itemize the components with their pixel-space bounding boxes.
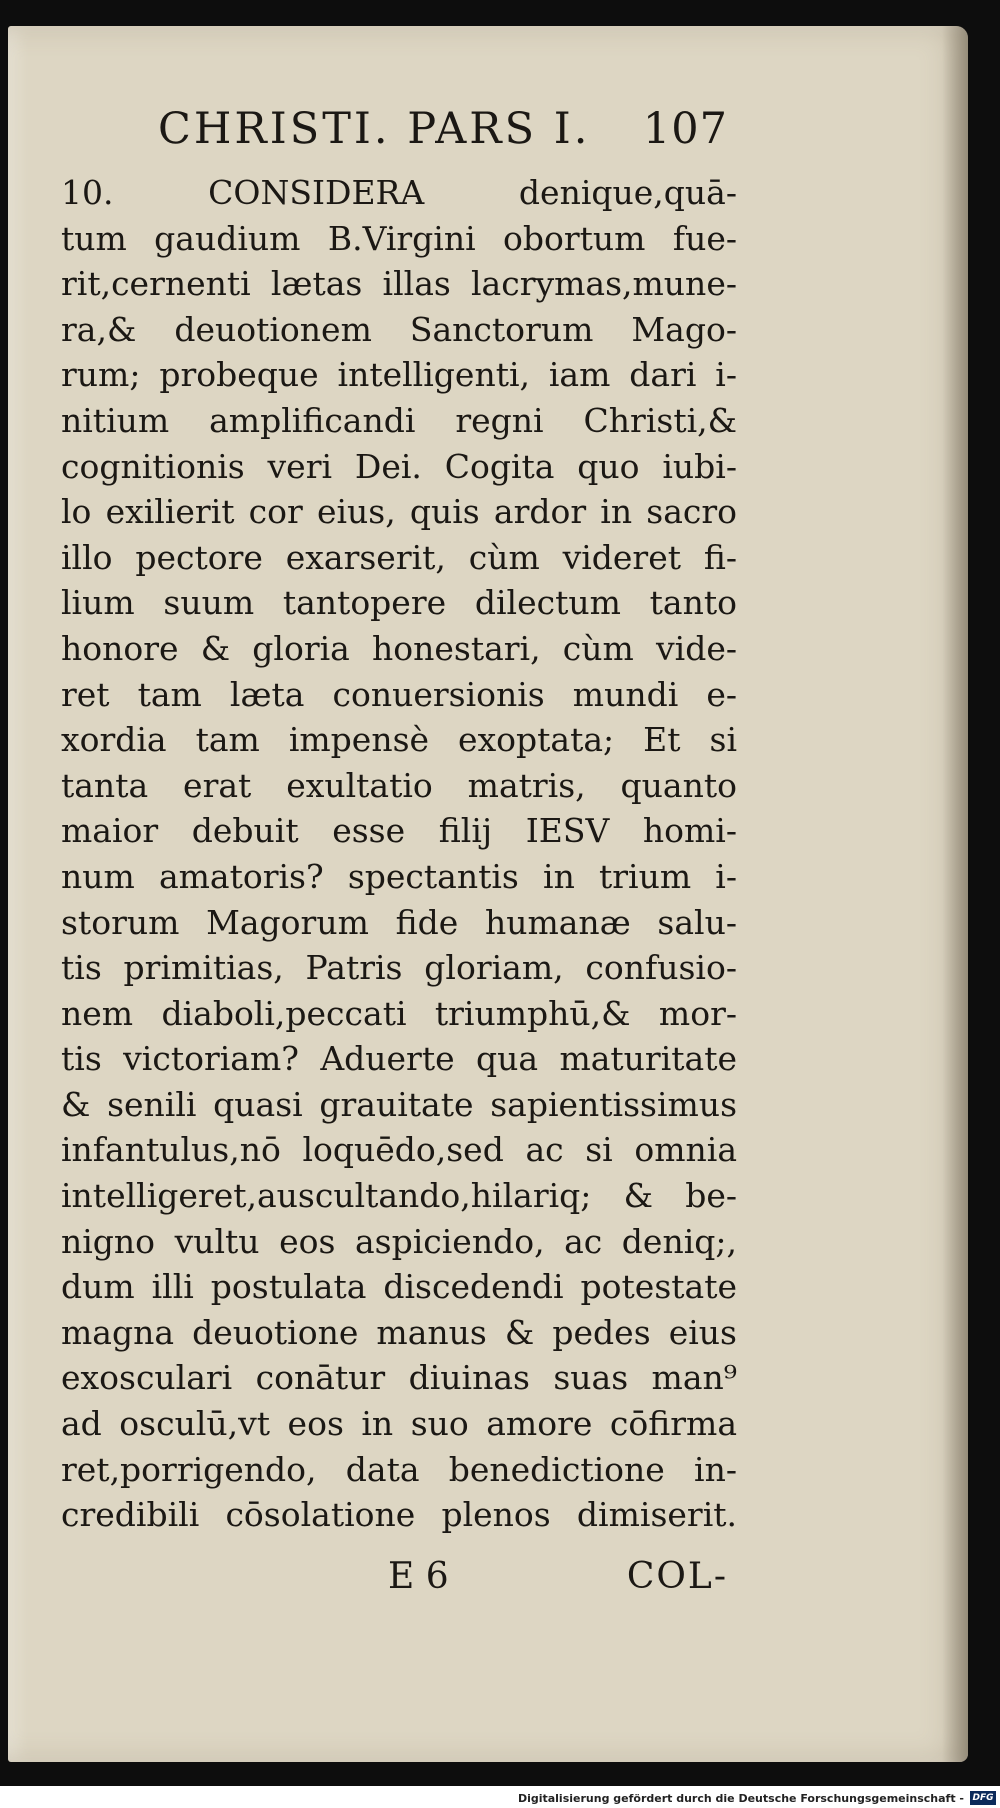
page-edge-shadow — [942, 26, 968, 1762]
text-line: storum Magorum fide humanæ salu- — [61, 902, 737, 942]
text-line: ad osculū,vt eos in suo amore cōfirma — [61, 1404, 737, 1444]
text-line: ra,& deuotionem Sanctorum Mago- — [61, 309, 737, 349]
catchword: COL- — [626, 1556, 728, 1597]
digitization-footer — [0, 1786, 1000, 1808]
text-line: lium suum tantopere dilectum tanto — [61, 583, 737, 623]
text-line: ret,porrigendo, data benedictione in- — [61, 1449, 737, 1489]
text-line: magna deuotione manus & pedes eius — [61, 1312, 737, 1352]
text-line: illo pectore exarserit, cùm videret fi- — [61, 537, 737, 577]
text-line: rum; probeque intelligenti, iam dari i- — [61, 355, 737, 395]
signature-mark: E 6 — [388, 1556, 449, 1597]
text-line: tum gaudium B.Virgini obortum fue- — [61, 218, 737, 258]
text-line: intelligeret,auscultando,hilariq; & be- — [61, 1176, 737, 1216]
page-number: 107 — [642, 104, 728, 154]
text-line: credibili cōsolatione plenos dimiserit. — [61, 1495, 737, 1535]
book-page — [8, 26, 968, 1762]
running-header — [158, 104, 728, 154]
text-line: 10. CONSIDERA denique,quā- — [61, 173, 737, 212]
text-line: ret tam læta conuersionis mundi e- — [61, 674, 737, 714]
page-footer — [388, 1556, 728, 1597]
digitization-note: Digitalisierung gefördert durch die Deutsche Forschungsgemeinschaft - — [517, 1792, 964, 1805]
text-line: xordia tam impensè exoptata; Et si — [61, 720, 737, 760]
text-line: tis primitias, Patris gloriam, confusio- — [61, 948, 737, 988]
text-line: tanta erat exultatio matris, quanto — [61, 765, 737, 805]
text-line: nem diaboli,peccati triumphū,& mor- — [61, 993, 737, 1033]
dfg-logo-icon: DFG — [970, 1791, 996, 1805]
text-line: nitium amplificandi regni Christi,& — [61, 400, 737, 440]
text-line: exosculari conātur diuinas suas man⁹ — [61, 1358, 737, 1398]
text-line: num amatoris? spectantis in trium i- — [61, 856, 737, 896]
text-line: nigno vultu eos aspiciendo, ac deniq;, — [61, 1221, 737, 1261]
text-line: & senili quasi grauitate sapientissimus — [61, 1084, 737, 1124]
text-line: rit,cernenti lætas illas lacrymas,mune- — [61, 264, 737, 304]
text-line: tis victoriam? Aduerte qua maturitate — [61, 1039, 737, 1079]
text-line: lo exilierit cor eius, quis ardor in sacro — [61, 492, 737, 532]
running-title: CHRISTI. PARS I. — [158, 104, 591, 154]
text-line: maior debuit esse filij IESV homi- — [61, 811, 737, 851]
body-text — [61, 170, 737, 1538]
text-line: dum illi postulata discedendi potestate — [61, 1267, 737, 1307]
text-line: infantulus,nō loquēdo,sed ac si omnia — [61, 1130, 737, 1170]
text-line: cognitionis veri Dei. Cogita quo iubi- — [61, 446, 737, 486]
text-line: honore & gloria honestari, cùm vide- — [61, 628, 737, 668]
